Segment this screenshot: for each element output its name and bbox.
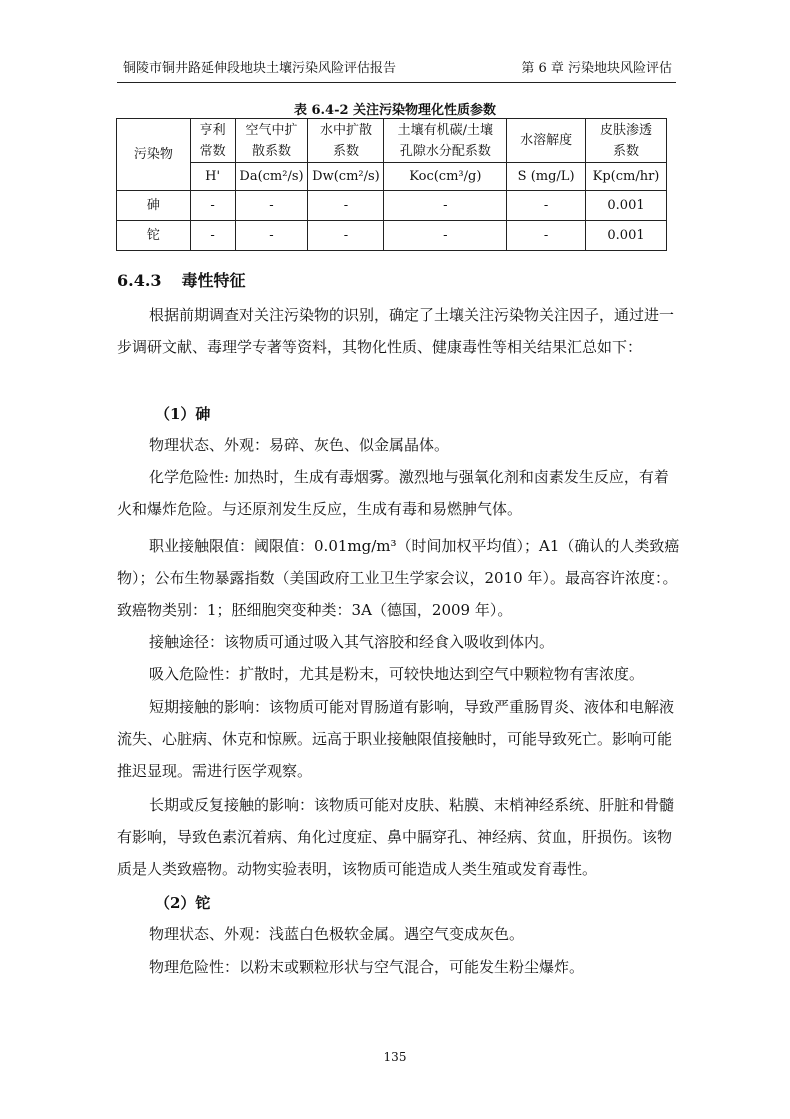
cell-value: - [507, 191, 586, 221]
paragraph-thallium-physical-hazard: 物理危险性：以粉末或颗粒形状与空气混合，可能发生粉尘爆炸。 [149, 958, 585, 976]
cell-value: 0.001 [586, 221, 667, 251]
section-number: 6.4.3 [117, 271, 162, 290]
physicochemical-params-table [116, 118, 667, 251]
section-title: 毒性特征 [181, 271, 246, 290]
cell-value: - [384, 191, 507, 221]
unit-solubility: S (mg/L) [507, 163, 586, 191]
cell-pollutant: 砷 [117, 191, 191, 221]
cell-value: - [235, 191, 308, 221]
unit-henry: H' [190, 163, 235, 191]
cell-value: - [507, 221, 586, 251]
cell-value: - [190, 221, 235, 251]
header-chapter-title: 第 6 章 污染地块风险评估 [521, 61, 672, 76]
page-header [117, 52, 676, 83]
paragraph-arsenic-exposure-route: 接触途径：该物质可通过吸入其气溶胶和经食入吸收到体内。 [149, 633, 555, 651]
paragraph-arsenic-short-term: 短期接触的影响：该物质可能对胃肠道有影响，导致严重肠胃炎、液体和电解液流失、心脏病、休克和惊厥。远高于职业接触限值接触时，可能导致死亡。影响可能推迟显现。需进行医学观察。 [117, 698, 675, 780]
page-number: 135 [383, 1050, 407, 1064]
table-caption: 表 6.4-2 关注污染物理化性质参数 [293, 103, 497, 118]
cell-value: - [384, 221, 507, 251]
paragraph-arsenic-long-term: 长期或反复接触的影响：该物质可能对皮肤、粘膜、末梢神经系统、肝脏和骨髓有影响，导致色素沉着病、角化过度症、鼻中膈穿孔、神经病、贫血，肝损伤。该物质是人类致癌物。动物实验表明，该物质可能造成人类生殖或发育毒性。 [117, 796, 675, 878]
cell-value: 0.001 [586, 191, 667, 221]
col-header-henry: 亨利 常数 [190, 119, 235, 163]
subheading-thallium: （2）铊 [155, 894, 211, 912]
paragraph-arsenic-appearance: 物理状态、外观：易碎、灰色、似金属晶体。 [149, 436, 450, 454]
paragraph-intro: 根据前期调查对关注污染物的识别，确定了土壤关注污染物关注因子，通过进一步调研文献、毒理学专著等资料，其物化性质、健康毒性等相关结果汇总如下： [117, 306, 675, 356]
col-header-solubility: 水溶解度 [507, 119, 586, 163]
table-row-thallium [117, 221, 667, 251]
paragraph-thallium-appearance: 物理状态、外观：浅蓝白色极软金属。遇空气变成灰色。 [149, 925, 525, 943]
col-header-koc: 土壤有机碳/土壤 孔隙水分配系数 [384, 119, 507, 163]
cell-value: - [235, 221, 308, 251]
cell-value: - [308, 191, 384, 221]
cell-value: - [190, 191, 235, 221]
header-report-title: 铜陵市铜井路延伸段地块土壤污染风险评估报告 [123, 61, 397, 76]
col-header-da: 空气中扩 散系数 [235, 119, 308, 163]
cell-value: - [308, 221, 384, 251]
subheading-arsenic: （1）砷 [155, 405, 211, 423]
paragraph-arsenic-exposure-limits: 职业接触限值：阈限值：0.01mg/m³（时间加权平均值）；A1（确认的人类致癌物）；公布生物暴露指数（美国政府工业卫生学家会议，2010 年）。最高容许浓度：。致癌物类别：1；胚细胞突变种类：3A（德国，2009 年）。 [117, 537, 680, 619]
table-row-arsenic [117, 191, 667, 221]
unit-koc: Koc(cm³/g) [384, 163, 507, 191]
row-header-pollutant: 污染物 [117, 119, 191, 191]
cell-pollutant: 铊 [117, 221, 191, 251]
col-header-dw: 水中扩散 系数 [308, 119, 384, 163]
section-heading [117, 268, 246, 291]
col-header-kp: 皮肤渗透 系数 [586, 119, 667, 163]
paragraph-arsenic-chemical-hazard: 化学危险性: 加热时，生成有毒烟雾。激烈地与强氧化剂和卤素发生反应，有着火和爆炸危险。与还原剂发生反应，生成有毒和易燃胂气体。 [117, 468, 669, 518]
unit-kp: Kp(cm/hr) [586, 163, 667, 191]
unit-dw: Dw(cm²/s) [308, 163, 384, 191]
unit-da: Da(cm²/s) [235, 163, 308, 191]
paragraph-arsenic-inhalation: 吸入危险性：扩散时，尤其是粉末，可较快地达到空气中颗粒物有害浓度。 [149, 665, 645, 683]
